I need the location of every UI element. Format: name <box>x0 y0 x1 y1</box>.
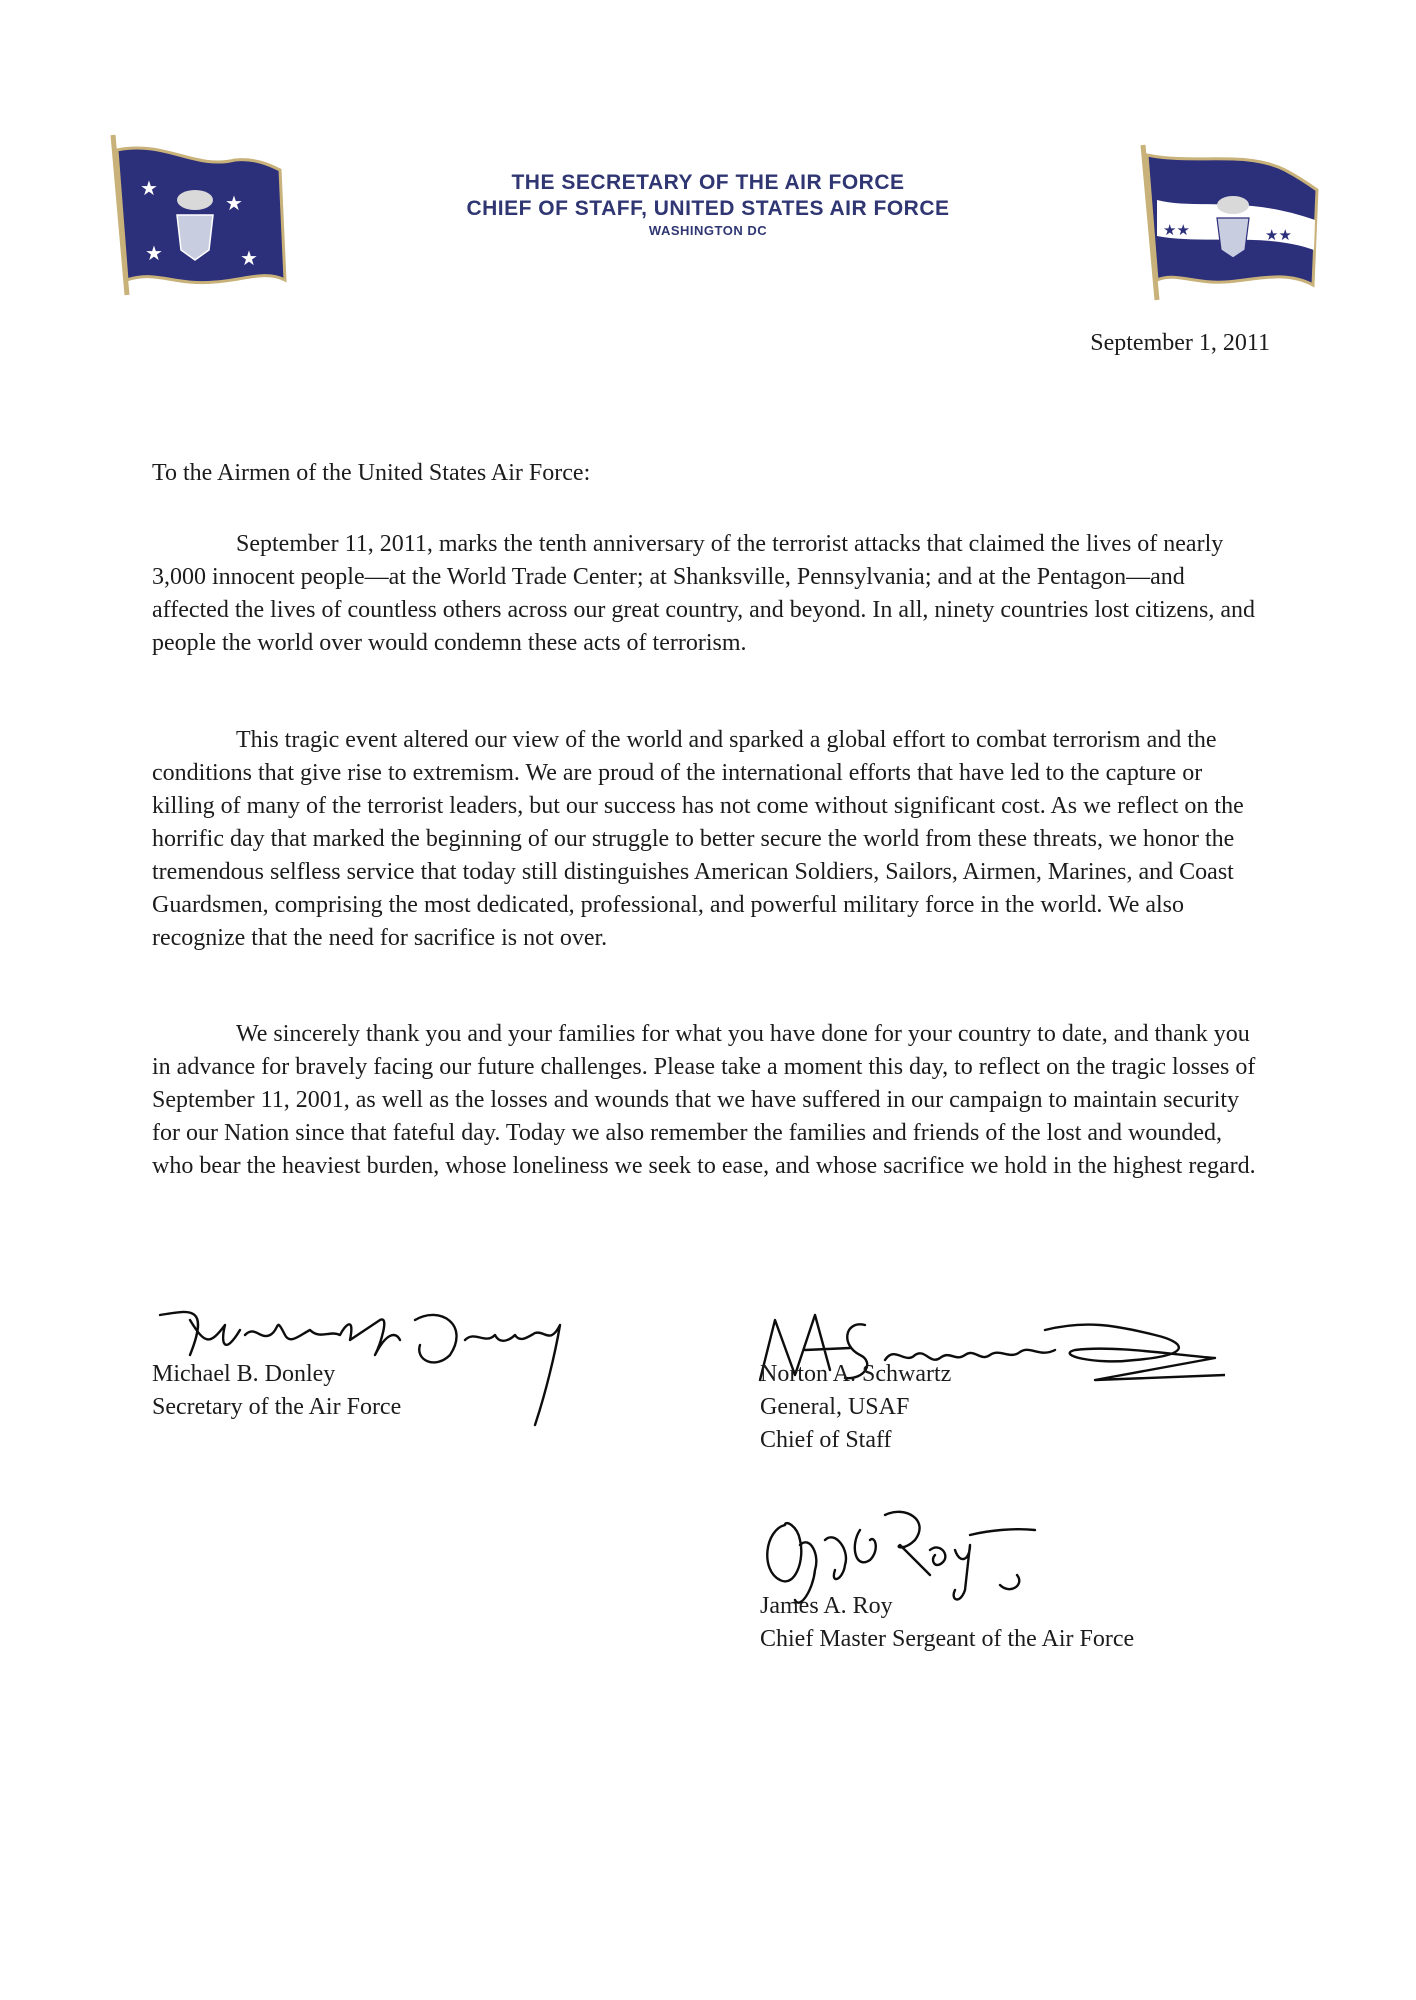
letterhead-line-3: WASHINGTON DC <box>648 223 768 238</box>
body-paragraph-2 <box>152 724 1264 955</box>
paragraph-text: We sincerely thank you and your families for what you have done for your country to date, and thank you in advance for bravely facing our future challenges. Please take a moment this day, to reflect on the tragic losses of September 11, 2001, as well as the losses and wounds that we have suffered in our campaign to maintain security for our Nation since that fateful day. Today we also remember the families and friends of the lost and wounded, who bear the heaviest burden, whose loneliness we seek to ease, and whose sacrifice we hold in the highest regard. <box>152 1021 1256 1179</box>
svg-text:★★: ★★ <box>1163 221 1190 239</box>
paragraph-text: September 11, 2011, marks the tenth anniversary of the terrorist attacks that claimed the lives of nearly 3,000 innocent people—at the World Trade Center; at Shanksville, Pennsylvania; and at the Pentagon—and affected the lives of countless others across our great country, and beyond. In all, ninety countries lost citizens, and people the world over would condemn these acts of terrorism. <box>152 531 1256 656</box>
letterhead-line-2: CHIEF OF STAFF, UNITED STATES AIR FORCE <box>466 197 950 220</box>
salutation: To the Airmen of the United States Air Force: <box>152 460 591 486</box>
secretary-flag-icon <box>105 130 290 300</box>
svg-text:★: ★ <box>240 246 258 270</box>
svg-text:★: ★ <box>140 176 158 200</box>
signatory-1-title: Secretary of the Air Force <box>152 1394 402 1420</box>
body-paragraph-3 <box>152 1018 1264 1183</box>
svg-text:★★: ★★ <box>1265 226 1292 244</box>
letterhead <box>300 170 1116 239</box>
signatory-2-title-2: Chief of Staff <box>760 1427 892 1453</box>
signatory-2-title-1: General, USAF <box>760 1394 910 1420</box>
letter-date: September 1, 2011 <box>1090 330 1270 356</box>
svg-text:★: ★ <box>225 191 243 215</box>
paragraph-text: This tragic event altered our view of the world and sparked a global effort to combat terrorism and the conditions that give rise to extremism. We are proud of the international efforts that have led to the capture or killing of many of the terrorist leaders, but our success has not come without significant cost. As we reflect on the horrific day that marked the beginning of our struggle to better secure the world from these threats, we honor the tremendous selfless service that today still distinguishes American Soldiers, Sailors, Airmen, Marines, and Coast Guardsmen, comprising the most dedicated, professional, and powerful military force in the world. We also recognize that the need for sacrifice is not over. <box>152 727 1244 951</box>
svg-text:★: ★ <box>145 241 163 265</box>
signatory-3-name: James A. Roy <box>760 1593 893 1619</box>
letterhead-line-1: THE SECRETARY OF THE AIR FORCE <box>511 171 905 194</box>
signatory-1-name: Michael B. Donley <box>152 1361 336 1387</box>
chief-of-staff-flag-icon <box>1135 140 1325 305</box>
body-paragraph-1 <box>152 528 1264 660</box>
signatory-2-name: Norton A. Schwartz <box>760 1361 952 1387</box>
signatory-3-title: Chief Master Sergeant of the Air Force <box>760 1626 1135 1652</box>
